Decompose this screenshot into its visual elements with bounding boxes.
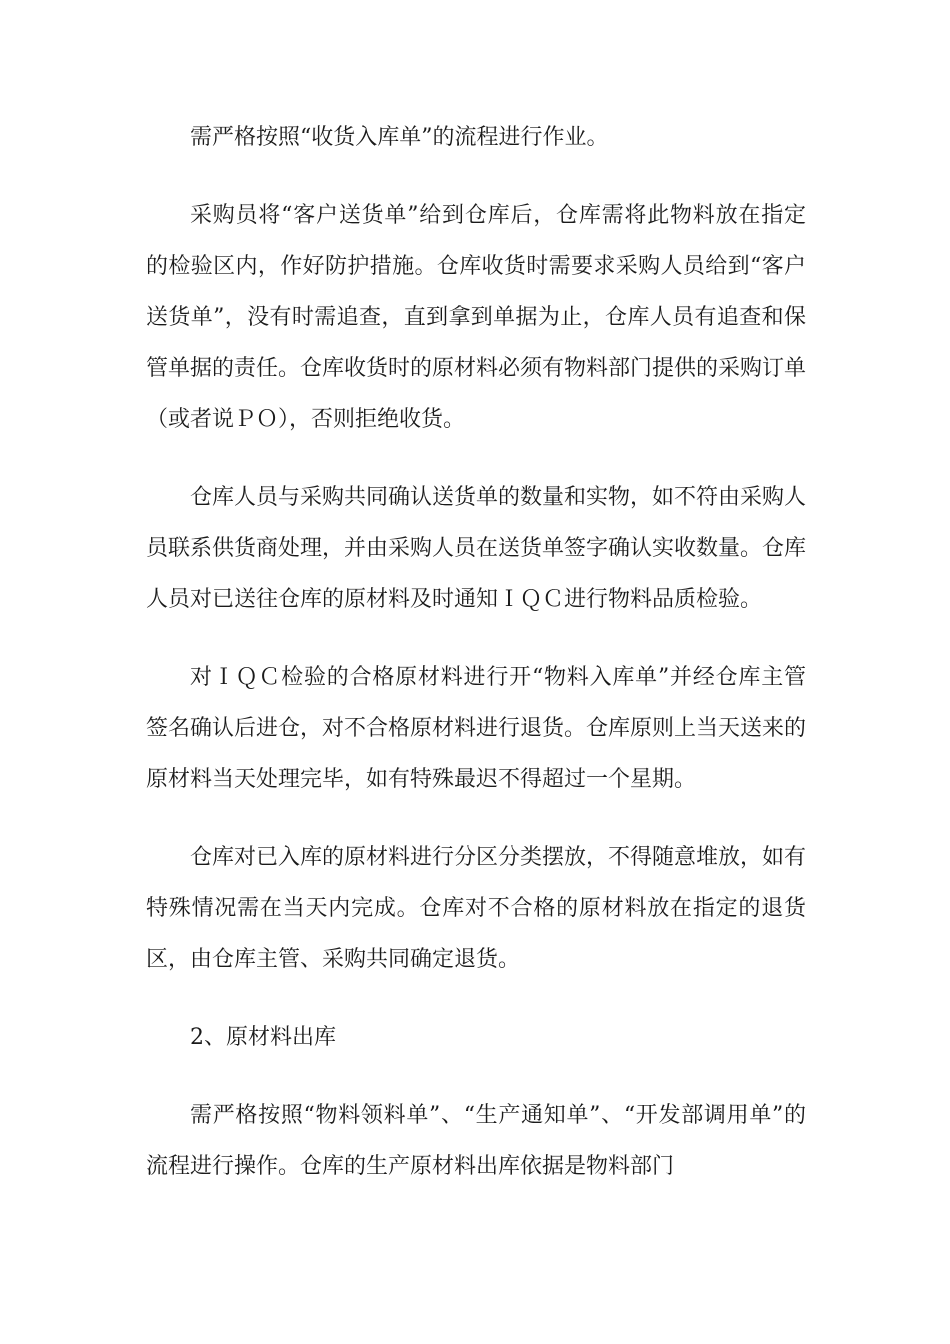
paragraph-delivery-note: 采购员将“客户送货单”给到仓库后，仓库需将此物料放在指定的检验区内，作好防护措施。仓库收货时需要求采购人员给到“客户送货单”，没有时需追查，直到拿到单据为止，仓库人员有追查和保管单据的责任。仓库收货时的原材料必须有物料部门提供的采购订单（或者说ＰＯ），否则拒绝收货。 [146,203,807,432]
document-page [146,112,806,1219]
section-heading-material-outbound: 2、原材料出库 [190,1025,336,1050]
paragraph-quantity-confirmation: 仓库人员与采购共同确认送货单的数量和实物，如不符由采购人员联系供货商处理，并由采购人员在送货单签字确认实收数量。仓库人员对已送往仓库的原材料及时通知ＩＱＣ进行物料品质检验。 [146,485,807,612]
paragraph-receiving-procedure: 需严格按照“收货入库单”的流程进行作业。 [190,125,609,150]
paragraph-iqc-inspection: 对ＩＱＣ检验的合格原材料进行开“物料入库单”并经仓库主管签名确认后进仓，对不合格原材料进行退货。仓库原则上当天送来的原材料当天处理完毕，如有特殊最迟不得超过一个星期。 [146,665,807,792]
paragraph-outbound-procedure: 需严格按照“物料领料单”、“生产通知单”、“开发部调用单”的流程进行操作。仓库的生产原材料出库依据是物料部门 [146,1103,806,1179]
paragraph-storage-zoning: 仓库对已入库的原材料进行分区分类摆放，不得随意堆放，如有特殊情况需在当天内完成。仓库对不合格的原材料放在指定的退货区，由仓库主管、采购共同确定退货。 [146,845,807,972]
